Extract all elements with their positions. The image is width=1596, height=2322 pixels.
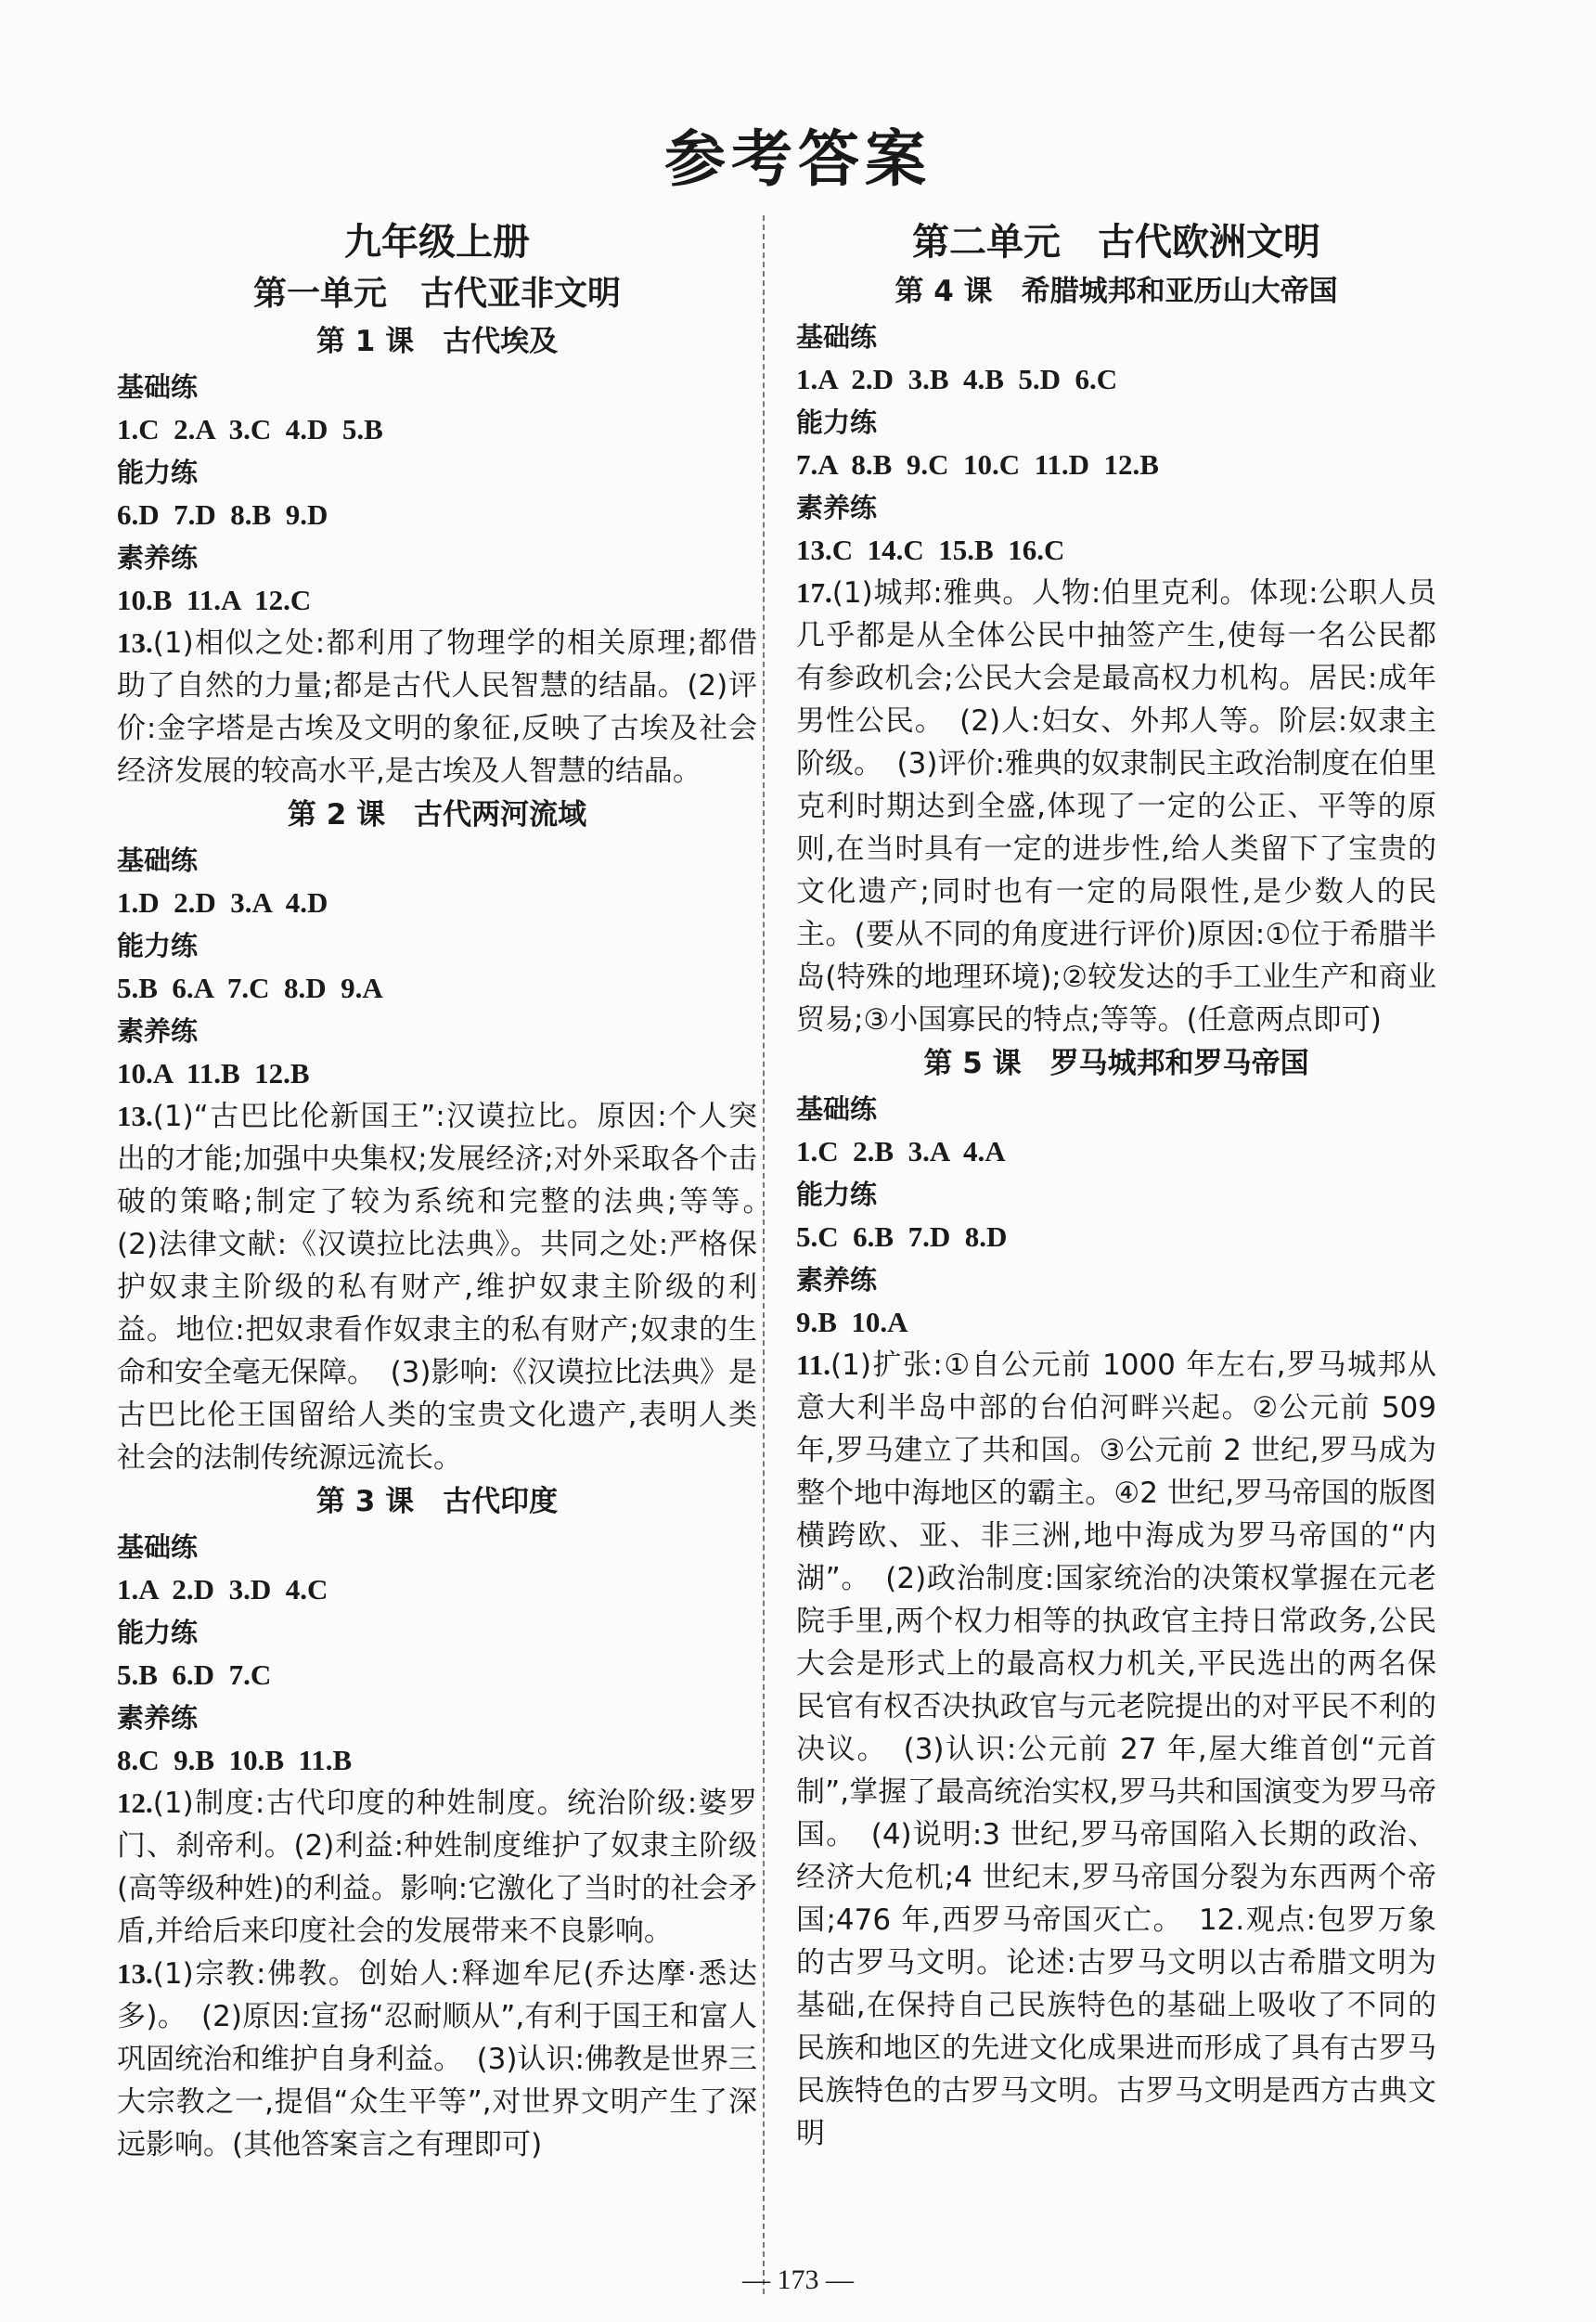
section-label-ability: 能力练 — [796, 1179, 878, 1210]
unit-heading: 第一单元 古代亚非文明 — [252, 275, 621, 313]
question-number: 13. — [117, 626, 153, 659]
answer-text: (1)“古巴比伦新国王”:汉谟拉比。原因:个人突出的才能;加强中央集权;发展经济;对外采取各个击破的策略;制定了较为系统和完整的法典;等等。 (2)法律文献:《汉谟拉比法典》。共同之处:严格保护奴隶主阶级的私有财产,维护奴隶主阶级的利益。地位:把奴隶看作奴隶主的私有财产;奴隶的生命和安全毫无保障。 (3)影响:《汉谟拉比法典》是古巴比伦王国留给人类的宝贵文化遗产,表明人类社会的法制传统源远流长。 — [117, 1100, 786, 1475]
question-number: 12. — [117, 1787, 153, 1819]
answer-row-literacy: 8.C 9.B 10.B 11.B — [117, 1744, 353, 1776]
section-label-ability: 能力练 — [117, 930, 199, 961]
page-number: — 173 — — [742, 2264, 854, 2295]
column-divider — [763, 215, 765, 2294]
answer-row-basic: 1.D 2.D 3.A 4.D — [117, 886, 328, 919]
page-title: 参考答案 — [664, 123, 932, 195]
answer-text: (1)城邦:雅典。人物:伯里克利。体现:公职人员几乎都是从全体公民中抽签产生,使每一名公民都有参政机会;公民大会是最高权力机构。居民:成年男性公民。 (2)人:妇女、外邦人等。阶层:奴隶主阶级。 (3)评价:雅典的奴隶制民主政治制度在伯里克利时期达到全盛,体现了一定的公正、平等的原则,在当时具有一定的进步性,给人类留下了宝贵的文化遗产;同时也有一定的局限性,是少数人的民主。(要从不同的角度进行评价)原因:①位于希腊半岛(特殊的地理环境);②较发达的手工业生产和商业贸易;③小国寡民的特点;等等。(任意两点即可) — [796, 576, 1436, 1037]
answer-row-basic: 1.A 2.D 3.D 4.C — [117, 1573, 328, 1606]
section-label-basic: 基础练 — [117, 845, 199, 876]
answer-text: (1)宗教:佛教。创始人:释迦牟尼(乔达摩·悉达多)。 (2)原因:宣扬“忍耐顺从”,有利于国王和富人巩固统治和维护自身利益。 (3)认识:佛教是世界三大宗教之一,提倡“众生平等”,对世界文明产生了深远影响。(其他答案言之有理即可) — [117, 1957, 757, 2161]
section-label-literacy: 素养练 — [117, 1702, 199, 1734]
answer-paragraph — [117, 1953, 757, 2166]
lesson-heading: 第 2 课 古代两河流域 — [287, 798, 587, 832]
answer-paragraph — [796, 572, 1436, 1041]
question-number: 17. — [796, 576, 832, 609]
answer-text: (1)相似之处:都利用了物理学的相关原理;都借助了自然的力量;都是古代人民智慧的结晶。(2)评价:金字塔是古埃及文明的象征,反映了古埃及社会经济发展的较高水平,是古埃及人智慧的结晶。 — [117, 626, 757, 788]
unit-heading: 第二单元 古代欧洲文明 — [912, 221, 1320, 264]
question-number: 13. — [117, 1100, 153, 1132]
lesson-heading: 第 3 课 古代印度 — [315, 1485, 559, 1518]
answer-paragraph — [117, 1782, 757, 1953]
answer-paragraph — [117, 1095, 786, 1479]
section-label-basic: 基础练 — [796, 321, 878, 353]
answer-paragraph — [117, 622, 757, 793]
answer-row-literacy: 10.B 11.A 12.C — [117, 584, 312, 616]
answer-row-ability: 5.B 6.A 7.C 8.D 9.A — [117, 972, 383, 1004]
answer-row-literacy: 10.A 11.B 12.B — [117, 1057, 310, 1090]
answer-row-ability: 5.C 6.B 7.D 8.D — [796, 1220, 1008, 1253]
section-label-literacy: 素养练 — [796, 492, 878, 523]
section-label-literacy: 素养练 — [117, 542, 199, 574]
answer-paragraph — [796, 1344, 1436, 2155]
section-label-ability: 能力练 — [117, 1617, 199, 1648]
section-label-ability: 能力练 — [796, 406, 878, 438]
left-column — [117, 215, 786, 2166]
right-column — [796, 215, 1436, 2155]
answer-row-basic: 1.A 2.D 3.B 4.B 5.D 6.C — [796, 363, 1118, 395]
answer-row-ability: 7.A 8.B 9.C 10.C 11.D 12.B — [796, 448, 1159, 481]
section-label-basic: 基础练 — [796, 1093, 878, 1125]
answer-row-ability: 5.B 6.D 7.C — [117, 1658, 272, 1691]
question-number: 13. — [117, 1957, 153, 1990]
answer-text: (1)扩张:①自公元前 1000 年左右,罗马城邦从意大利半岛中部的台伯河畔兴起。②公元前 509 年,罗马建立了共和国。③公元前 2 世纪,罗马成为整个地中海地区的霸主。④2 世纪,罗马帝国的版图横跨欧、亚、非三洲,地中海成为罗马帝国的“内湖”。 (2)政治制度:国家统治的决策权掌握在元老院手里,两个权力相等的执政官主持日常政务,公民大会是形式上的最高权力机关,平民选出的两名保民官有权否决执政官与元老院提出的对平民不利的决议。 (3)认识:公元前 27 年,屋大维首创“元首制”,掌握了最高统治实权,罗马共和国演变为罗马帝国。 (4)说明:3 世纪,罗马帝国陷入长期的政治、经济大危机;4 世纪末,罗马帝国分裂为东西两个帝国;476 年,西罗马帝国灭亡。 12.观点:包罗万象的古罗马文明。论述:古罗马文明以古希腊文明为基础,在保持自己民族特色的基础上吸收了不同的民族和地区的先进文化成果进而形成了具有古罗马民族特色的古罗马文明。古罗马文明是西方古典文明 — [796, 1348, 1436, 2150]
answer-row-basic: 1.C 2.B 3.A 4.A — [796, 1135, 1006, 1167]
section-label-literacy: 素养练 — [796, 1264, 878, 1296]
answer-row-basic: 1.C 2.A 3.C 4.D 5.B — [117, 413, 383, 445]
lesson-heading: 第 4 课 希腊城邦和亚历山大帝国 — [895, 275, 1338, 308]
answer-text: (1)制度:古代印度的种姓制度。统治阶级:婆罗门、刹帝利。(2)利益:种姓制度维护了奴隶主阶级(高等级种姓)的利益。影响:它激化了当时的社会矛盾,并给后来印度社会的发展带来不良影响。 — [117, 1787, 757, 1948]
answer-row-ability: 6.D 7.D 8.B 9.D — [117, 498, 328, 531]
section-label-basic: 基础练 — [117, 371, 199, 403]
answer-row-literacy: 13.C 14.C 15.B 16.C — [796, 534, 1065, 566]
section-label-basic: 基础练 — [117, 1531, 199, 1563]
question-number: 11. — [796, 1348, 831, 1381]
lesson-heading: 第 1 课 古代埃及 — [315, 325, 559, 358]
lesson-heading: 第 5 课 罗马城邦和罗马帝国 — [923, 1047, 1309, 1080]
book-heading: 九年级上册 — [344, 221, 530, 264]
section-label-literacy: 素养练 — [117, 1015, 199, 1047]
section-label-ability: 能力练 — [117, 457, 199, 488]
answer-row-literacy: 9.B 10.A — [796, 1306, 908, 1338]
